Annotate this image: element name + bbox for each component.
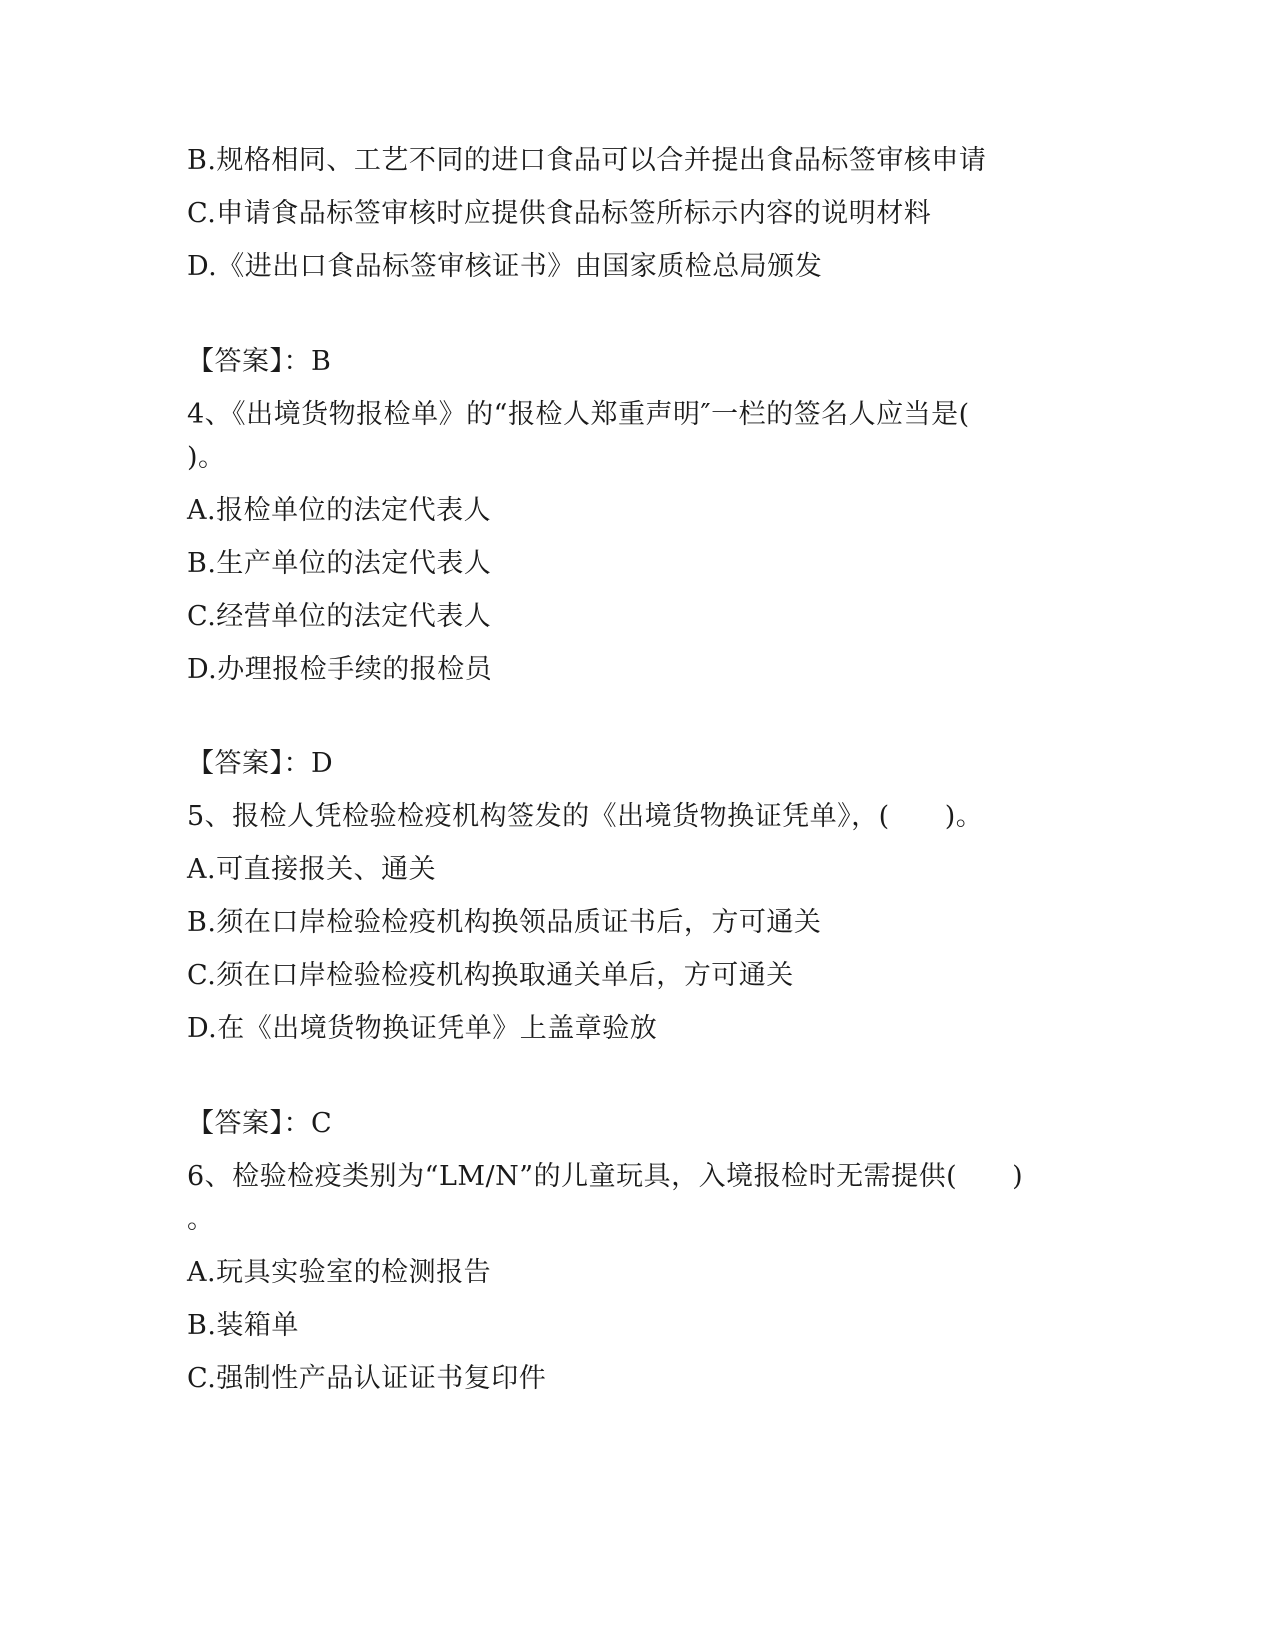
q4-option-d: D.办理报检手续的报检员 [187, 654, 493, 685]
q4-option-c: C.经营单位的法定代表人 [187, 601, 492, 632]
q6-option-c: C.强制性产品认证证书复印件 [187, 1363, 547, 1394]
q5-answer: 【答案】：C [187, 1108, 333, 1139]
q4-stem-line1: 4、《出境货物报检单》的“报检人郑重声明″一栏的签名人应当是( [187, 399, 970, 430]
q6-stem-line2: 。 [187, 1204, 215, 1235]
q5-option-a: A.可直接报关、通关 [187, 854, 437, 885]
q3-option-c: C.申请食品标签审核时应提供食品标签所标示内容的说明材料 [187, 198, 932, 229]
q6-option-a: A.玩具实验室的检测报告 [187, 1257, 492, 1288]
q4-option-a: A.报检单位的法定代表人 [187, 495, 492, 526]
q3-answer: 【答案】：B [187, 346, 332, 377]
q5-option-b: B.须在口岸检验检疫机构换领品质证书后，方可通关 [187, 907, 822, 938]
q4-stem-line2: )。 [187, 442, 226, 473]
q5-option-c: C.须在口岸检验检疫机构换取通关单后，方可通关 [187, 960, 794, 991]
q5-option-d: D.在《出境货物换证凭单》上盖章验放 [187, 1013, 658, 1044]
q4-answer: 【答案】：D [187, 748, 334, 779]
q6-option-b: B.装箱单 [187, 1310, 299, 1341]
q4-option-b: B.生产单位的法定代表人 [187, 548, 492, 579]
q3-option-b: B.规格相同、工艺不同的进口食品可以合并提出食品标签审核申请 [187, 145, 987, 176]
q6-stem-line1: 6、检验检疫类别为“LM/N”的儿童玩具，入境报检时无需提供( ) [187, 1161, 1024, 1192]
q5-stem-line1: 5、报检人凭检验检疫机构签发的《出境货物换证凭单》，( )。 [187, 801, 984, 832]
q3-option-d: D.《进出口食品标签审核证书》由国家质检总局颁发 [187, 251, 823, 282]
